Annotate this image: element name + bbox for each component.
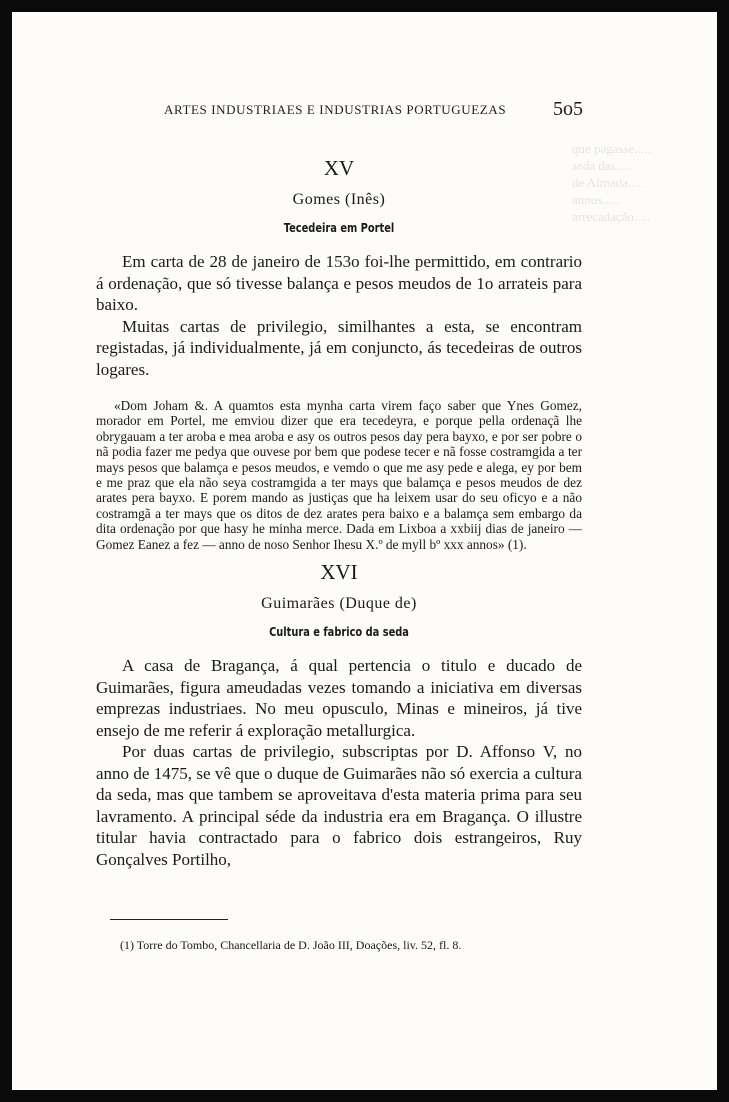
footnote-rule — [110, 919, 228, 920]
section-xvi — [96, 560, 582, 870]
section-number: XV — [323, 156, 355, 180]
paragraph: Muitas cartas de privilegio, similhantes a esta, se encontram registadas, já individualmente, já em conjuncto, ás tecedeiras de outros logares. — [96, 316, 582, 379]
running-header — [12, 98, 717, 120]
paragraph: A casa de Bragança, á qual pertencia o titulo e ducado de Guimarães, figura ameudadas vezes tomando a iniciativa em diversas emprezas industriaes. No meu opusculo, Minas e mineiros, já tive ensejo de me referir á exploração metallurgica. — [96, 656, 582, 740]
bleed-through-text: que pagasse..... seda das..... de Almada..... annos..... arrecadação..... — [572, 141, 651, 224]
page — [12, 12, 717, 1090]
section-xv — [96, 156, 582, 552]
paragraph: Por duas cartas de privilegio, subscriptas por D. Affonso V, no anno de 1475, se vê que o duque de Guimarães não só exercia a cultura da seda, mas que tambem se aproveitava d'esta materia prima para seu lavramento. A principal séde da industria era em Bragança. O illustre titular havia contractado para o fabrico dois estrangeiros, Ruy Gonçalves Portilho, — [96, 742, 582, 869]
section-name: Guimarães (Duque de) — [261, 595, 417, 613]
footnote: (1) Torre do Tombo, Chancellaria de D. João III, Doações, liv. 52, fl. 8. — [120, 938, 462, 952]
document-quote: «Dom Joham &. A quamtos esta mynha carta virem faço saber que Ynes Gomez, morador em Portel, me emviou dizer que era tecedeyra, e porque pella ordenaçã lhe obrygauam a ter aroba e mea aroba e asy os outros pesos day pera bayxo, e por ser pobre o nã podia fazer me pedya que ouvese por bem que podese tecer e nã fosse costramgida a ter mays pesos que balamça e pesos meudos, e vemdo o que me asy pede e alega, ey por bem e me praz que ela não seya costramgida a ter mays que balamça e pesos meudos de dez arates pera bayxo. E porem mando as justiças que ha leixem usar do seu oficyo e a não costramgã a ter mays que os ditos de dez arates pera baixo e a balamça sem embargo da dita ordenação por que hasy he minha merce. Dada em Lixboa a xxbiij dias de janeiro — Gomez Eanez a fez — anno de noso Senhor Ihesu X.º de myll bº xxx annos» (1). — [96, 398, 582, 552]
running-head: ARTES INDUSTRIAES E INDUSTRIAS PORTUGUEZAS — [164, 102, 507, 117]
page-number: 5o5 — [553, 98, 583, 120]
page-content — [96, 148, 582, 870]
section-number: XVI — [320, 560, 358, 585]
section-name: Gomes (Inês) — [292, 191, 386, 208]
paragraph: Em carta de 28 de janeiro de 153o foi-lhe permittido, em contrario á ordenação, que só tivesse balança e pesos meudos de 1o arrateis para baixo. — [96, 252, 582, 314]
section-subtitle: Cultura e fabrico da seda — [269, 625, 409, 640]
section-subtitle: Tecedeira em Portel — [283, 221, 395, 235]
